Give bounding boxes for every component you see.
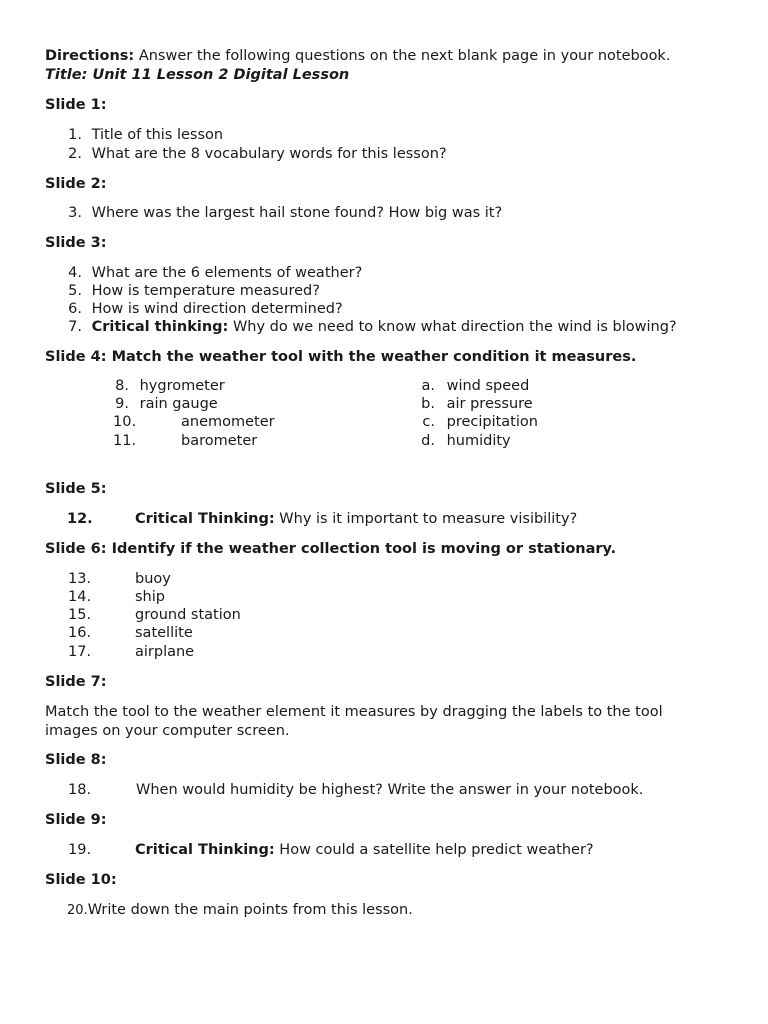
slide1-heading: Slide 1: [45,97,107,113]
question-text: Why is it important to measure visibility? [279,511,578,527]
question-19-number: 19. [68,842,92,858]
item-number: 10. [113,414,137,430]
question-number: 6. [68,301,82,317]
item-16-text: satellite [135,625,193,641]
question-3 [62,204,502,222]
item-14-number: 14. [68,589,92,605]
tool-name: rain gauge [139,396,218,412]
item-number: 9. [115,396,129,412]
condition-name: humidity [446,433,511,449]
question-4 [62,264,362,282]
question-text: How is wind direction determined? [91,301,343,317]
question-number: 2. [68,146,82,162]
item-15-text: ground station [135,607,241,623]
question-text: How could a satellite help predict weather? [279,842,594,858]
slide8-heading: Slide 8: [45,752,107,768]
condition-letter: b. [421,396,435,412]
question-number: 4. [68,265,82,281]
condition-d [417,432,511,450]
question-text: Title of this lesson [91,127,224,143]
question-text: What are the 8 vocabulary words for this lesson? [91,146,447,162]
question-12 [135,510,577,528]
tool-item-9 [105,395,218,413]
slide2-heading: Slide 2: [45,176,107,192]
condition-letter: c. [422,414,435,430]
slide7-instructions-line2: images on your computer screen. [45,723,290,739]
question-number: 5. [68,283,82,299]
question-number: 20. [67,903,88,918]
tool-item-10 [113,413,136,431]
question-text: Where was the largest hail stone found? How big was it? [91,205,503,221]
slide4-heading: Slide 4: Match the weather tool with the weather condition it measures. [45,349,637,365]
question-19 [135,841,594,859]
question-text: What are the 6 elements of weather? [91,265,363,281]
directions-text: Answer the following questions on the next blank page in your notebook. [138,48,671,64]
question-number: 3. [68,205,82,221]
condition-letter: a. [421,378,435,394]
directions-line [45,47,670,65]
question-18-text: When would humidity be highest? Write the answer in your notebook. [136,782,644,798]
item-number: 11. [113,433,137,449]
item-number: 8. [115,378,129,394]
question-text: Write down the main points from this lesson. [87,902,413,918]
tool-item-8 [105,377,225,395]
critical-thinking-label: Critical Thinking: [135,511,275,527]
item-17-number: 17. [68,644,92,660]
tool-item-11 [113,432,136,450]
condition-a [417,377,529,395]
slide3-heading: Slide 3: [45,235,107,251]
question-7 [62,318,677,336]
condition-b [417,395,533,413]
question-2 [62,145,447,163]
item-16-number: 16. [68,625,92,641]
slide10-heading: Slide 10: [45,872,117,888]
lesson-title: Title: Unit 11 Lesson 2 Digital Lesson [45,67,350,83]
slide5-heading: Slide 5: [45,481,107,497]
question-1 [62,126,223,144]
item-13-text: buoy [135,571,171,587]
condition-name: air pressure [446,396,533,412]
item-14-text: ship [135,589,165,605]
slide7-instructions-line1: Match the tool to the weather element it measures by dragging the labels to the tool [45,704,663,720]
question-number: 1. [68,127,82,143]
critical-thinking-label: Critical thinking: [91,319,229,335]
question-number: 7. [68,319,82,335]
condition-name: wind speed [446,378,530,394]
question-text: How is temperature measured? [91,283,320,299]
question-text: Why do we need to know what direction the wind is blowing? [232,319,677,335]
condition-c [417,413,538,431]
item-13-number: 13. [68,571,92,587]
question-20 [67,901,413,920]
slide6-heading: Slide 6: Identify if the weather collection tool is moving or stationary. [45,541,617,557]
directions-label: Directions: [45,48,135,64]
tool-name-11: barometer [181,433,258,449]
tool-name: hygrometer [139,378,225,394]
condition-name: precipitation [446,414,538,430]
condition-letter: d. [421,433,435,449]
item-17-text: airplane [135,644,195,660]
question-5 [62,282,320,300]
critical-thinking-label: Critical Thinking: [135,842,275,858]
tool-name-10: anemometer [181,414,275,430]
slide9-heading: Slide 9: [45,812,107,828]
question-12-number: 12. [67,511,93,527]
slide7-heading: Slide 7: [45,674,107,690]
item-15-number: 15. [68,607,92,623]
question-6 [62,300,343,318]
question-18-number: 18. [68,782,92,798]
